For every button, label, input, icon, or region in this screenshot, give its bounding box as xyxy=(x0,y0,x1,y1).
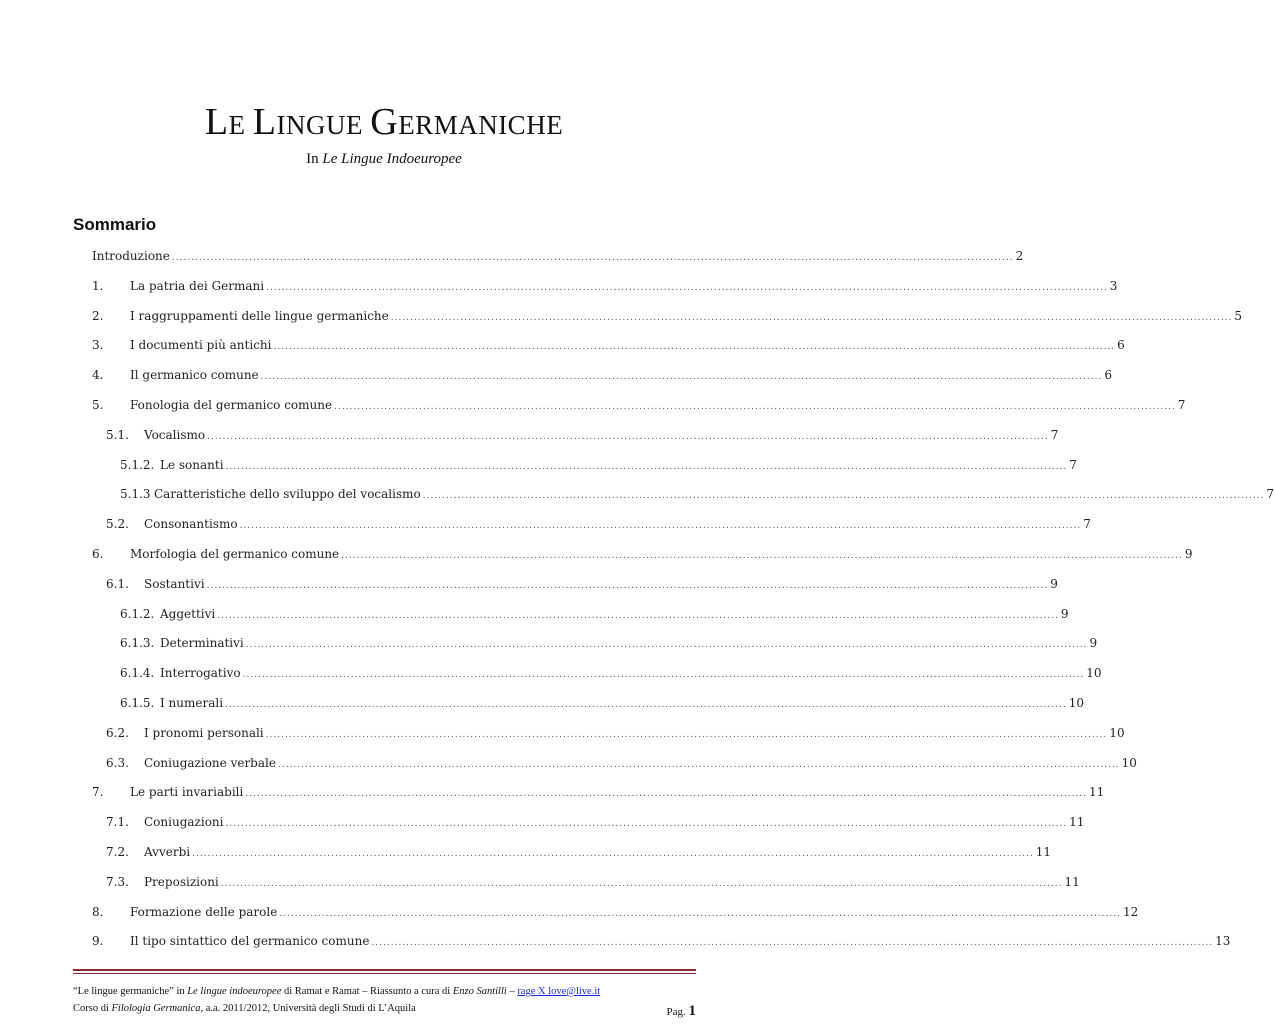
toc-entry[interactable] xyxy=(106,575,1058,593)
page-label: Pag. xyxy=(666,1006,686,1018)
toc-entry-leader: .......................................................................................................................................................................................................................... xyxy=(239,521,1082,532)
toc-entry-leader: .......................................................................................................................................................................................................................... xyxy=(341,551,1183,561)
toc-entry-leader: .......................................................................................................................................................................................................................... xyxy=(422,491,1265,502)
toc-entry-label: Il tipo sintattico del germanico comune xyxy=(130,934,370,949)
toc-entry-number: 5. xyxy=(92,398,104,412)
toc-entry-leader: .......................................................................................................................................................................................................................... xyxy=(171,253,1014,263)
toc-entry-leader: .......................................................................................................................................................................................................................... xyxy=(225,700,1067,710)
document-subtitle xyxy=(0,151,768,168)
toc-entry-page: 10 xyxy=(1086,666,1102,681)
toc-entry[interactable] xyxy=(106,724,1125,742)
toc-entry-label: Preposizioni xyxy=(144,874,219,889)
toc-entry-label: La patria dei Germani xyxy=(130,278,265,293)
toc-entry-label: I documenti più antichi xyxy=(130,338,272,353)
toc-entry[interactable] xyxy=(92,396,1186,414)
toc-entry-leader: .......................................................................................................................................................................................................................... xyxy=(245,789,1088,800)
toc-entry[interactable] xyxy=(92,932,1231,950)
toc-entry-page: 13 xyxy=(1215,934,1231,949)
toc-entry-number: 5.2. xyxy=(106,517,129,532)
toc-entry-page: 7 xyxy=(1177,398,1186,412)
toc-entry-label: Introduzione xyxy=(92,249,170,263)
footer-rule-thin xyxy=(73,973,696,974)
toc-entry-label: Aggettivi xyxy=(160,606,216,621)
toc-entry-label: Consonantismo xyxy=(144,517,238,532)
toc-entry-leader: .......................................................................................................................................................................................................................... xyxy=(279,908,1121,919)
toc-entry-label: Caratteristiche dello sviluppo del vocalismo xyxy=(154,487,421,502)
toc-entry-page: 9 xyxy=(1184,547,1193,561)
toc-entry-page: 9 xyxy=(1060,606,1069,621)
toc-entry-label: Le parti invariabili xyxy=(130,785,244,800)
toc-entry-number: 7. xyxy=(92,785,104,800)
toc-entry[interactable] xyxy=(92,545,1193,563)
toc-entry-leader: .......................................................................................................................................................................................................................... xyxy=(207,431,1049,442)
toc-heading: Sommario xyxy=(73,215,157,234)
toc-entry-leader: .......................................................................................................................................................................................................................... xyxy=(266,282,1108,293)
toc-entry-page: 7 xyxy=(1069,457,1077,472)
toc-entry-number: 4. xyxy=(92,368,104,383)
toc-entry-page: 11 xyxy=(1064,874,1080,889)
toc-entry-number: 6. xyxy=(92,547,104,561)
toc-entry-leader: .......................................................................................................................................................................................................................... xyxy=(273,342,1116,353)
toc-entry-number: 6.2. xyxy=(106,725,129,740)
toc-entry-leader: .......................................................................................................................................................................................................................... xyxy=(192,849,1034,859)
toc-entry-label: Formazione delle parole xyxy=(130,904,278,919)
toc-entry-page: 10 xyxy=(1109,725,1125,740)
toc-entry[interactable] xyxy=(92,366,1112,384)
toc-entry-page: 6 xyxy=(1117,338,1125,353)
toc-entry[interactable] xyxy=(106,843,1052,861)
toc-entry[interactable] xyxy=(120,605,1069,623)
toc-entry-page: 5 xyxy=(1234,308,1243,323)
toc-entry[interactable] xyxy=(106,426,1059,444)
toc-entry-page: 7 xyxy=(1050,427,1059,442)
toc-entry-label: Coniugazioni xyxy=(144,815,224,830)
toc-entry[interactable] xyxy=(92,336,1125,354)
footer-course-name: Filologia Germanica xyxy=(111,1003,201,1014)
toc-entry-label: Le sonanti xyxy=(160,457,224,472)
toc-entry-label: Avverbi xyxy=(144,845,191,859)
toc-entry[interactable] xyxy=(120,485,1274,503)
title-word-1: LE xyxy=(204,101,246,143)
toc-entry-leader: .......................................................................................................................................................................................................................... xyxy=(245,640,1088,651)
toc-entry-number: 7.3. xyxy=(106,874,129,889)
title-word-3: GERMANICHE xyxy=(370,101,564,143)
toc-entry[interactable] xyxy=(106,813,1085,831)
toc-entry-page: 10 xyxy=(1121,755,1137,770)
footer-text: – xyxy=(506,986,518,997)
page-number: 1 xyxy=(688,1003,696,1019)
toc-entry-page: 7 xyxy=(1083,517,1091,532)
toc-entry[interactable] xyxy=(106,873,1080,891)
footer-course xyxy=(73,1003,696,1020)
toc-entry[interactable] xyxy=(92,783,1105,801)
footer-text: Corso di xyxy=(73,1003,112,1014)
toc-entry-number: 5.1.3 xyxy=(120,487,151,502)
toc-entry[interactable] xyxy=(92,903,1139,921)
toc-entry-leader: .......................................................................................................................................................................................................................... xyxy=(265,729,1108,740)
toc-entry-number: 5.1. xyxy=(106,427,129,442)
toc-entry-label: I raggruppamenti delle lingue germaniche xyxy=(130,308,389,323)
toc-entry-leader: .......................................................................................................................................................................................................................... xyxy=(225,461,1068,472)
subtitle-prefix: In xyxy=(306,151,319,167)
toc-entry-page: 12 xyxy=(1122,904,1139,919)
footer-rule-thick xyxy=(73,969,696,971)
footer-book-title: Le lingue indoeuropee xyxy=(187,986,282,997)
toc-entry-page: 2 xyxy=(1015,249,1024,263)
toc-entry-leader: .......................................................................................................................................................................................................................... xyxy=(334,402,1176,412)
toc-entry-leader: .......................................................................................................................................................................................................................... xyxy=(277,759,1120,770)
footer-text: “Le lingue germaniche” in xyxy=(73,986,188,997)
toc-entry-leader: .......................................................................................................................................................................................................................... xyxy=(371,938,1214,949)
toc-entry[interactable] xyxy=(92,307,1243,325)
document-title xyxy=(0,100,768,144)
footer-author: Enzo Santilli xyxy=(452,986,507,997)
footer-course-text xyxy=(73,1003,416,1020)
toc-entry-page: 9 xyxy=(1089,636,1098,651)
toc-entry-number: 6.1.4. xyxy=(120,666,155,681)
toc-entry-label: I pronomi personali xyxy=(144,725,264,740)
toc-entry-number: 5.1.2. xyxy=(120,457,155,472)
footer-text: di Ramat e Ramat – Riassunto a cura di xyxy=(281,986,453,997)
toc-entry-page: 6 xyxy=(1104,368,1112,383)
toc-entry-number: 7.2. xyxy=(106,845,129,859)
toc-entry-label: Fonologia del germanico comune xyxy=(130,398,333,412)
toc-entry-label: Coniugazione verbale xyxy=(144,755,276,770)
toc-entry[interactable] xyxy=(92,277,1118,295)
footer-page-number xyxy=(667,1003,697,1020)
toc-entry-page: 9 xyxy=(1050,576,1058,591)
subtitle-source: Le Lingue Indoeuropee xyxy=(322,151,462,167)
toc-entry-leader: .......................................................................................................................................................................................................................... xyxy=(260,372,1103,383)
footer-email-link[interactable]: rage X love@live.it xyxy=(517,986,601,997)
toc-entry-leader: .......................................................................................................................................................................................................................... xyxy=(225,819,1068,830)
toc-entry-label: Interrogativo xyxy=(160,666,241,681)
toc-entry-leader: .......................................................................................................................................................................................................................... xyxy=(220,878,1063,889)
toc-entry-number: 7.1. xyxy=(106,815,129,830)
toc-entry-page: 7 xyxy=(1266,487,1274,502)
toc-entry-number: 6.3. xyxy=(106,755,129,770)
toc-entry-number: 8. xyxy=(92,904,104,919)
toc-entry-leader: .......................................................................................................................................................................................................................... xyxy=(390,312,1233,323)
toc-entry-label: Morfologia del germanico comune xyxy=(130,547,340,561)
toc-entry-leader: .......................................................................................................................................................................................................................... xyxy=(217,610,1059,621)
toc-entry-leader: .......................................................................................................................................................................................................................... xyxy=(242,670,1085,681)
toc-entry-number: 9. xyxy=(92,934,104,949)
toc-entry-label: I numerali xyxy=(160,696,224,710)
toc-entry-number: 1. xyxy=(92,278,104,293)
toc-entry[interactable] xyxy=(120,664,1102,682)
title-word-2: LINGUE xyxy=(252,101,363,143)
toc-entry-label: Sostantivi xyxy=(144,576,205,591)
toc-entry[interactable] xyxy=(106,754,1137,772)
toc-entry-label: Vocalismo xyxy=(144,427,206,442)
toc-entry-number: 6.1.3. xyxy=(120,636,155,651)
toc-entry-page: 10 xyxy=(1068,696,1085,710)
toc-entry-number: 6.1. xyxy=(106,576,129,591)
toc-entry-number: 6.1.5. xyxy=(120,696,155,710)
footer-citation xyxy=(73,986,696,997)
toc-entry-page: 11 xyxy=(1035,845,1052,859)
toc-entry[interactable] xyxy=(120,694,1085,712)
toc-entry-page: 11 xyxy=(1069,815,1085,830)
toc-entry-page: 3 xyxy=(1109,278,1118,293)
toc-entry[interactable] xyxy=(120,456,1077,474)
toc-entry-page: 11 xyxy=(1089,785,1105,800)
toc-entry-number: 6.1.2. xyxy=(120,606,155,621)
toc-entry-label: Determinativi xyxy=(160,636,244,651)
toc-entry[interactable] xyxy=(106,515,1091,533)
toc-entry-leader: .......................................................................................................................................................................................................................... xyxy=(206,580,1049,591)
footer-text: , a.a. 2011/2012, Università degli Studi di L’Aquila xyxy=(200,1003,416,1014)
toc-entry[interactable] xyxy=(120,634,1098,652)
toc-entry-number: 3. xyxy=(92,338,104,353)
toc-entry-number: 2. xyxy=(92,308,104,323)
toc-entry-label: Il germanico comune xyxy=(130,368,259,383)
toc-entry[interactable] xyxy=(92,247,1024,265)
